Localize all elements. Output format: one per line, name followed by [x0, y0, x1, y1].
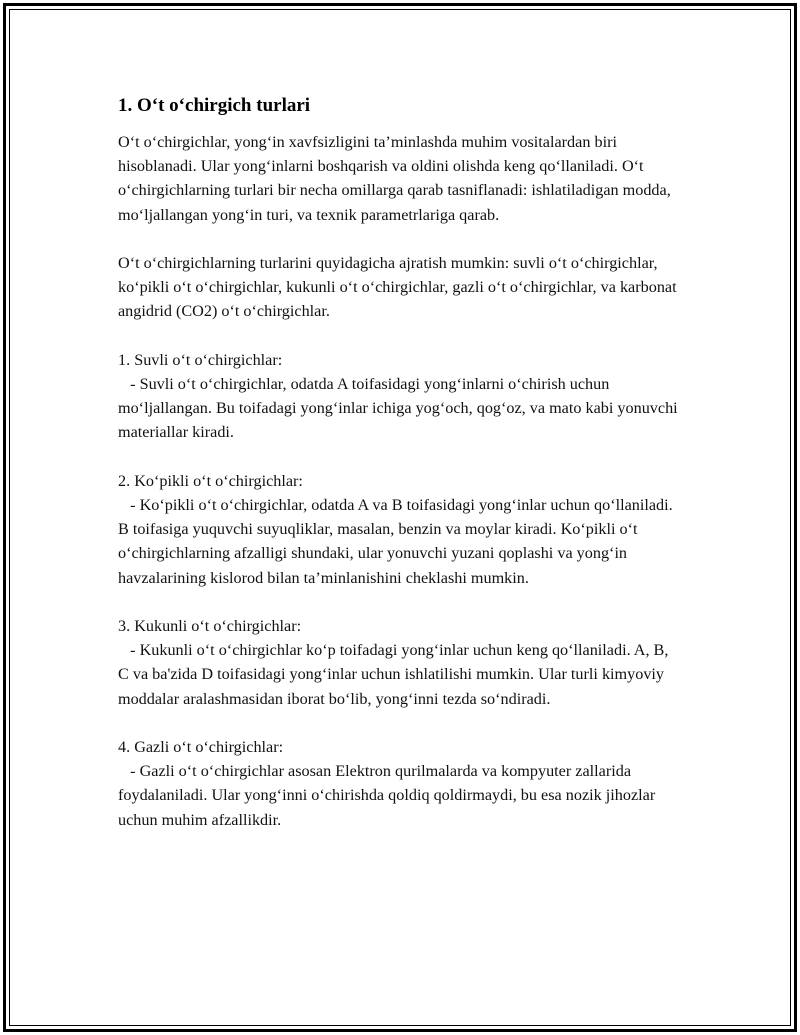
classification-paragraph: O‘t o‘chirgichlarning turlarini quyidagicha ajratish mumkin: suvli o‘t o‘chirgichlar, ko‘pikli o‘t o‘chirgichlar, kukunli o‘t o‘chirgichlar, gazli o‘t o‘chirgichlar, va karbonat angidrid (CO2) o‘t o‘chirgichlar. — [118, 254, 677, 321]
section-title-gas: 4. Gazli o‘t o‘chirgichlar: — [118, 738, 284, 756]
section-body-foam: - Ko‘pikli o‘t o‘chirgichlar, odatda A va B toifasidagi yong‘inlar uchun qo‘llaniladi. B toifasiga yuquvchi suyuqliklar, masalan, benzin va moylar kiradi. Ko‘pikli o‘t o‘chirgichlarning afzalligi shundaki, ular yonuvchi yuzani qoplashi va yong‘in havzalarining kislorod bilan ta’minlanishini cheklashi mumkin. — [118, 496, 677, 587]
section-title-powder: 3. Kukunli o‘t o‘chirgichlar: — [118, 617, 302, 635]
paragraph-gap — [118, 590, 678, 614]
paragraph-gap — [118, 227, 678, 251]
document-body — [118, 94, 682, 832]
paragraph-gap — [118, 445, 678, 469]
paragraph-gap — [118, 711, 678, 735]
section-heading: 1. O‘t o‘chirgich turlari — [118, 95, 311, 116]
section-body-water: - Suvli o‘t o‘chirgichlar, odatda A toifasidagi yong‘inlarni o‘chirish uchun mo‘ljallangan. Bu toifadagi yong‘inlar ichiga yog‘och, qog‘oz, va mato kabi yonuvchi materiallar kiradi. — [118, 375, 682, 442]
section-body-gas: - Gazli o‘t o‘chirgichlar asosan Elektron qurilmalarda va kompyuter zallarida foydalaniladi. Ular yong‘inni o‘chirishda qoldiq qoldirmaydi, bu esa nozik jihozlar uchun muhim afzallikdir. — [118, 762, 660, 829]
section-title-foam: 2. Ko‘pikli o‘t o‘chirgichlar: — [118, 471, 303, 490]
section-title-water: 1. Suvli o‘t o‘chirgichlar: — [118, 350, 283, 369]
paragraph-gap — [118, 324, 678, 348]
section-body-powder: - Kukunli o‘t o‘chirgichlar ko‘p toifadagi yong‘inlar uchun keng qo‘llaniladi. A, B, C va ba'zida D toifasidagi yong‘inlar uchun ishlatilishi mumkin. Ular turli kimyoviy moddalar aralashmasidan iborat bo‘lib, yong‘inni tezda so‘ndiradi. — [118, 641, 673, 708]
intro-paragraph: O‘t o‘chirgichlar, yong‘in xavfsizligini ta’minlashda muhim vositalardan biri hisoblanadi. Ular yong‘inlarni boshqarish va oldini olishda keng qo‘llaniladi. O‘t o‘chirgichlarning turlari bir necha omillarga qarab tasniflanadi: ishlatiladigan modda, mo‘ljallangan yong‘in turi, va texnik parametrlariga qarab. — [118, 133, 671, 224]
